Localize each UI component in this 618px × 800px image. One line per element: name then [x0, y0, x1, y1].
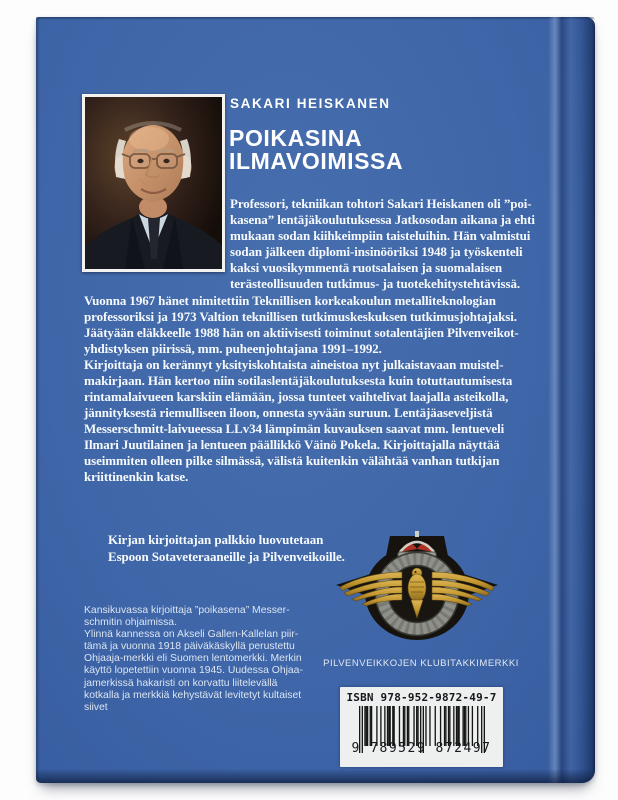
book-back-cover [36, 17, 595, 783]
text-line: schmitin ohjaimissa. [84, 617, 177, 629]
text-line: kotkalla ja merkkiä kehystävät levitetyt kultaiset [84, 689, 302, 701]
text-line: ILMAVOIMISSA [229, 147, 404, 174]
club-badge [336, 530, 498, 642]
book-spine-edge [548, 17, 595, 783]
text-line: professoriksi ja 1973 Valtion teknillisen tutkimuskeskuksen tutkimusjohtajaksi. [84, 309, 517, 324]
barcode-number: 9 789529 872497 [351, 741, 492, 756]
text-line: Ilmari Juutilainen ja lentueen päällikkö Väinö Pokela. Kirjoittajalla näyttää [84, 437, 500, 452]
text-line: terästeollisuuden tutkimus- ja tuotekehitystehtävissä. [230, 276, 520, 291]
text-line: jamerkissä hakaristi on korvattu liitelevällä [84, 677, 278, 689]
text-line: Ylinnä kannessa on Akseli Gallen-Kallelan piir- [84, 629, 299, 641]
text-line: Espoon Sotaveteraaneille ja Pilvenveikoille. [108, 549, 345, 565]
text-line: Kirjan kirjoittajan palkkio luovutetaan [108, 532, 324, 547]
blurb-column-beside-photo [230, 196, 535, 292]
winged-badge-icon [336, 530, 498, 642]
text-line: kriittinenkin katse. [84, 469, 189, 484]
text-line: rintamalaivueen karskiin elämään, jossa tunteet vaihtelivat laajalla asteikolla, [84, 389, 509, 404]
text-line: makirjaan. Hän kertoo niin sotilaslentäjäkoulutuksesta kuin totuttautumisesta [84, 373, 513, 388]
text-line: Vuonna 1967 hänet nimitettiin Teknillisen korkeakoulun metalliteknologian [84, 293, 496, 308]
text-line: kasena” lentäjäkoulutuksessa Jatkosodan aikana ja ehti [230, 212, 535, 227]
blurb-full-width [84, 293, 519, 485]
author-portrait-illustration [85, 97, 222, 269]
text-line: käyttö lopetettiin vuonna 1945. Uudessa Ohjaa- [84, 665, 303, 677]
text-line: Kansikuvassa kirjoittaja ”poikasena” Messer- [84, 605, 290, 616]
text-line: mukaan sodan kiihkeimpiin taisteluihin. Hän valmistui [230, 228, 531, 243]
book-bottom-edge [36, 770, 595, 783]
text-line: Ohjaaja-merkki eli Suomen lentomerkki. Merkin [84, 653, 302, 665]
text-line: jännityksestä riemulliseen iloon, onnesta syvään suruun. Lentäjäaseveljistä [84, 405, 493, 420]
text-line: siivet [84, 701, 108, 713]
text-line: Professori, tekniikan tohtori Sakari Heiskanen oli ”poi- [230, 196, 532, 211]
isbn-panel [340, 687, 503, 767]
book-title [229, 127, 403, 172]
text-line: POIKASINA [229, 125, 363, 151]
text-line: Messerschmitt-laivueessa LLv34 lämpimän kuvauksen saavat mm. lentueveli [84, 421, 505, 436]
text-line: Jäätyään eläkkeelle 1988 hän on aktiivisesti toiminut sotalentäjien Pilvenveikot- [84, 325, 519, 340]
text-line: Kirjoittaja on kerännyt yksityiskohtaista aineistoa nyt julkaistavaan muistel- [84, 357, 504, 372]
cover-art-note [84, 605, 303, 714]
text-line: useimmiten olleen pilke silmässä, välistä kuitenkin välähtää vanhan tutkijan [84, 453, 500, 468]
badge-caption: PILVENVEIKKOJEN KLUBITAKKIMERKKI [323, 658, 519, 669]
author-name: SAKARI HEISKANEN [230, 96, 391, 111]
author-photo [82, 94, 225, 272]
donation-note [108, 531, 345, 565]
text-line: yhdistyksen piirissä, mm. puheenjohtajana 1991–1992. [84, 341, 382, 356]
isbn-label: ISBN 978-952-9872-49-7 [346, 691, 497, 704]
text-line: kaksi vuosikymmentä ruotsalaisen ja suomalaisen [230, 260, 502, 275]
text-line: tämä ja vuonna 1918 päiväkäskyllä perustettu [84, 641, 295, 653]
text-line: sodan jälkeen diplomi-insinööriksi 1948 ja työskenteli [230, 244, 523, 259]
